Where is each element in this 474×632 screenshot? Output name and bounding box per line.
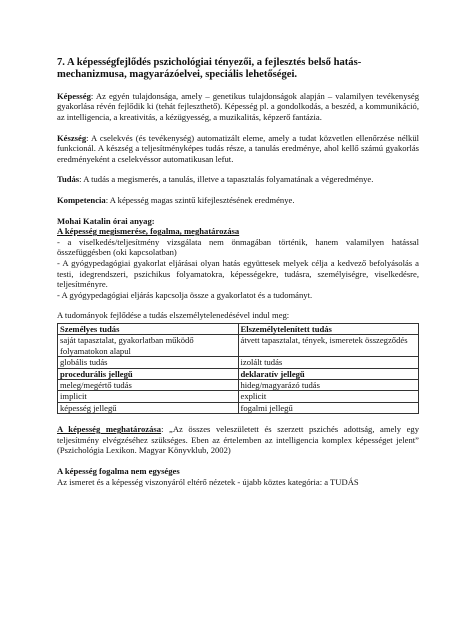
notes-bullet: - A gyógypedagógiai gyakorlat eljárásai olyan hatás együttesek melyek célja a kedvező befolyásolás a testi, idegrendszeri, pszichikus folyamatokra, képességekre, tudásra, személyiségre, viselkedésre, teljesítményre. — [57, 257, 419, 290]
definition-text: : Az egyén tulajdonsága, amely – genetikus tulajdonságok alapján – valamilyen tevékenység gyakorlása révén fejlődik ki (tehát fejleszthető). Képesség pl. a gondolkodás, a beszéd, a kommunikáció, az intelligencia, a kreativitás, a kézügyesség, a muzikalitás, képzerő fantázia. — [57, 90, 419, 122]
section-title: 7. A képességfejlődés pszichológiai tényezői, a fejlesztés belső hatás-mechanizmusa, magyarázóelvei, speciális lehetőségei. — [57, 57, 362, 81]
table-intro: A tudományok fejlődése a tudás elszemélytelenedésével indul meg: — [57, 310, 290, 321]
table-row — [58, 391, 419, 402]
notes-bullet: - A gyógypedagógiai eljárás kapcsolja össze a gyakorlatot és a tudományt. — [57, 289, 313, 300]
quote-term: A képesség meghatározása — [57, 424, 162, 435]
notes-heading: Mohai Katalin órai anyag: — [57, 215, 155, 226]
definition-text: : A képesség magas szintű kifejlesztésének eredménye. — [105, 194, 295, 205]
definition-text: : A cselekvés (és tevékenység) automatizált eleme, amely a tudat közvetlen ellenőrzése nélkül funkcionál. A készség a teljesítményképes tudás része, a tanulás eredménye, ahol kellő számú gyakorlás eredményeként a cselekvéssor automatikusan lefut. — [57, 132, 419, 164]
table-cell-impersonal: izolált tudás — [238, 357, 419, 368]
table-cell-impersonal: átvett tapasztalat, tények, ismeretek összegződés — [238, 335, 419, 357]
definition-term: Kompetencia — [57, 194, 106, 205]
notes-subheading: A képesség megismerése, fogalma, meghatározása — [57, 226, 240, 237]
definition-text: : A tudás a megismerés, a tanulás, illetve a tapasztalás folyamatának a végeredménye. — [79, 174, 374, 185]
table-cell-personal: képesség jellegű — [58, 402, 239, 413]
definition-kompetencia — [57, 195, 419, 206]
table-cell-personal: globális tudás — [58, 357, 239, 368]
table-cell-personal: saját tapasztalat, gyakorlatban működő folyamatokon alapul — [58, 335, 239, 357]
document-content — [57, 57, 419, 487]
definition-term: Képesség — [57, 90, 91, 101]
capability-definition-quote — [57, 424, 419, 456]
table-cell-impersonal: hideg/magyarázó tudás — [238, 379, 419, 390]
quote-text: : „Az összes veleszületett és szerzett pszichés adottság, amely egy teljesítmény elvégzéséhez szükséges. Eben az értelemben az intelligencia komplex képességet jelent” (Pszichológia Lexikon. Magyar Könyvklub, 2002) — [57, 424, 420, 456]
table-cell-personal: implicit — [58, 391, 239, 402]
definition-keszseg — [57, 133, 419, 165]
table-cell-personal: meleg/megértő tudás — [58, 379, 239, 390]
table-cell-impersonal: Elszemélytelenített tudás — [238, 323, 419, 334]
table-cell-personal: Személyes tudás — [58, 323, 239, 334]
table-cell-impersonal: deklaratív jellegű — [238, 368, 419, 379]
table-cell-impersonal: explicit — [238, 391, 419, 402]
table-row — [58, 379, 419, 390]
definition-kepesseg — [57, 91, 419, 123]
closing-text: Az ismeret és a képesség viszonyáról eltérő nézetek - újabb köztes kategória: a TUDÁS — [57, 476, 359, 487]
table-cell-personal: procedurális jellegű — [58, 368, 239, 379]
table-row — [58, 368, 419, 379]
table-cell-impersonal: fogalmi jellegű — [238, 402, 419, 413]
definition-term: Készség — [57, 132, 87, 143]
notes-bullet: - a viselkedés/teljesítmény vizsgálata nem önmagában történik, hanem valamilyen hatással összefüggésben (oki kapcsolatban) — [57, 236, 419, 258]
table-row — [58, 402, 419, 413]
table-row — [58, 357, 419, 368]
closing-heading: A képesség fogalma nem egységes — [57, 465, 180, 476]
definition-tudas — [57, 174, 419, 185]
knowledge-comparison-table — [57, 323, 419, 414]
table-row — [58, 323, 419, 334]
definition-term: Tudás — [57, 174, 80, 185]
table-row — [58, 335, 419, 357]
